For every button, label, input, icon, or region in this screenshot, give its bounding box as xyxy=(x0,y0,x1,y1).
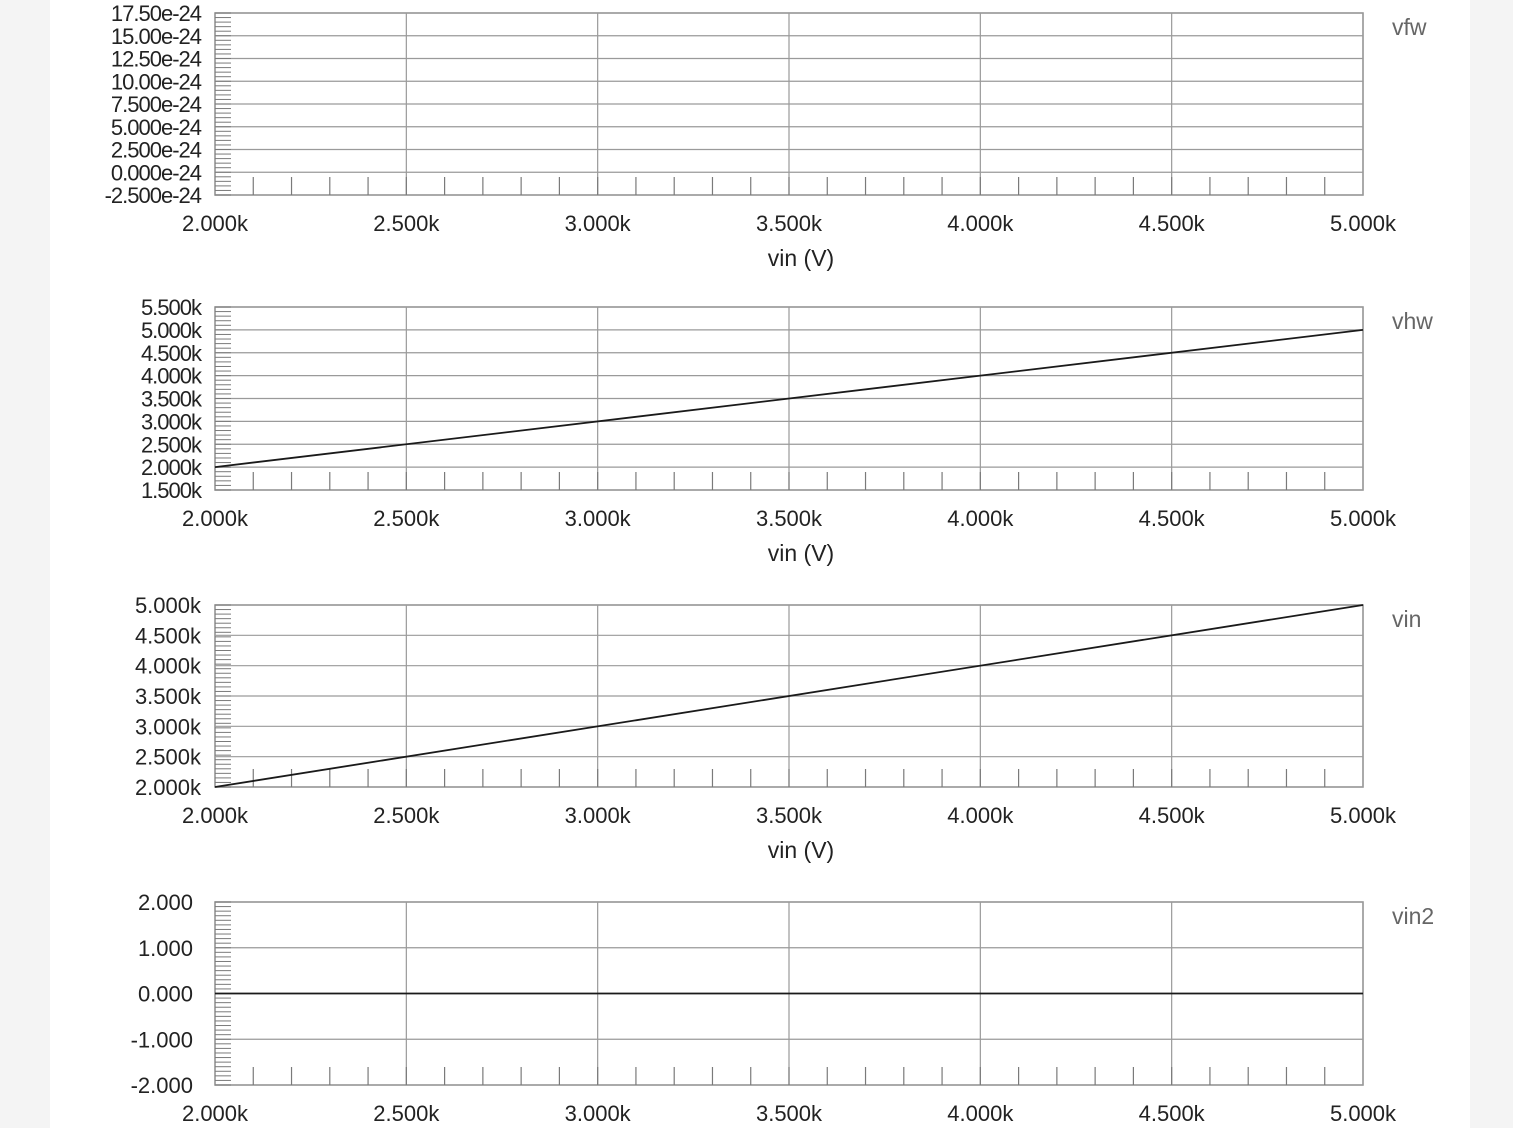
y-tick-label: -2.000 xyxy=(130,1073,193,1098)
x-tick-label: 3.000k xyxy=(564,1101,631,1126)
x-tick-label: 2.000k xyxy=(181,506,249,531)
y-tick-label: 0.000e-24 xyxy=(110,160,201,186)
x-tick-label: 2.000k xyxy=(181,803,249,828)
y-tick-label: 3.000k xyxy=(140,409,201,435)
x-tick-label: 2.500k xyxy=(373,506,440,531)
y-tick-label: 17.50e-24 xyxy=(110,1,201,26)
y-tick-label: 1.500k xyxy=(140,478,201,503)
x-tick-label: 4.000k xyxy=(947,1101,1014,1126)
x-tick-label: 5.000k xyxy=(1329,506,1397,531)
x-tick-label: 4.500k xyxy=(1138,803,1205,828)
series-label: vin xyxy=(1392,606,1422,632)
x-tick-label: 4.000k xyxy=(947,506,1014,531)
x-tick-label: 4.500k xyxy=(1138,211,1205,236)
x-tick-label: 3.500k xyxy=(755,803,823,828)
y-tick-label: 2.000 xyxy=(137,890,193,915)
x-axis-label: vin (V) xyxy=(767,540,835,566)
y-tick-label: 2.500k xyxy=(140,432,201,458)
y-tick-label: 2.500k xyxy=(134,744,201,770)
x-axis-label: vin (V) xyxy=(767,837,835,863)
y-tick-label: 5.500k xyxy=(140,295,201,320)
x-tick-label: 4.500k xyxy=(1138,1101,1205,1126)
series-label: vin2 xyxy=(1392,903,1435,929)
x-tick-label: 3.500k xyxy=(755,211,823,236)
y-tick-label: -2.500e-24 xyxy=(104,183,201,208)
y-tick-label: 4.000k xyxy=(134,653,201,679)
x-tick-label: 2.500k xyxy=(373,1101,440,1126)
x-tick-label: 4.000k xyxy=(947,211,1014,236)
x-axis-label: vin (V) xyxy=(767,245,835,271)
y-tick-label: 2.000k xyxy=(140,455,201,481)
y-tick-label: 3.500k xyxy=(140,386,201,412)
x-tick-label: 3.000k xyxy=(564,803,631,828)
x-tick-label: 2.500k xyxy=(373,211,440,236)
x-tick-label: 2.500k xyxy=(373,803,440,828)
y-tick-label: 1.000 xyxy=(137,935,193,961)
y-tick-label: 4.000k xyxy=(140,363,201,389)
x-tick-label: 2.000k xyxy=(181,211,249,236)
y-tick-label: 2.500e-24 xyxy=(110,137,201,163)
y-tick-label: 12.50e-24 xyxy=(110,46,201,72)
y-tick-label: 10.00e-24 xyxy=(110,69,201,95)
y-tick-label: 5.000e-24 xyxy=(110,114,201,140)
y-tick-label: 2.000k xyxy=(134,775,201,800)
x-tick-label: 5.000k xyxy=(1329,211,1397,236)
x-tick-label: 4.000k xyxy=(947,803,1014,828)
x-tick-label: 2.000k xyxy=(181,1101,249,1126)
series-label: vhw xyxy=(1392,308,1433,334)
y-tick-label: 0.000 xyxy=(137,981,193,1007)
y-tick-label: 5.000k xyxy=(140,317,201,343)
y-tick-label: 3.000k xyxy=(134,714,201,740)
x-tick-label: 5.000k xyxy=(1329,803,1397,828)
y-tick-label: 4.500k xyxy=(140,340,201,366)
y-tick-label: 7.500e-24 xyxy=(110,92,201,117)
x-tick-label: 3.500k xyxy=(755,1101,823,1126)
chart-panel-vhw xyxy=(141,295,1433,566)
y-tick-label: 3.500k xyxy=(134,684,201,709)
series-label: vfw xyxy=(1392,14,1427,40)
y-tick-label: 4.500k xyxy=(134,623,201,649)
chart-panel-vin2 xyxy=(131,890,1435,1126)
x-tick-label: 3.500k xyxy=(755,506,823,531)
y-tick-label: -1.000 xyxy=(130,1027,193,1053)
x-tick-label: 3.000k xyxy=(564,211,631,236)
y-tick-label: 5.000k xyxy=(134,593,201,618)
x-tick-label: 5.000k xyxy=(1329,1101,1397,1126)
x-tick-label: 3.000k xyxy=(564,506,631,531)
chart-panel-vin xyxy=(135,593,1421,863)
y-tick-label: 15.00e-24 xyxy=(110,23,201,49)
chart-panel-vfw xyxy=(105,1,1427,271)
x-tick-label: 4.500k xyxy=(1138,506,1205,531)
